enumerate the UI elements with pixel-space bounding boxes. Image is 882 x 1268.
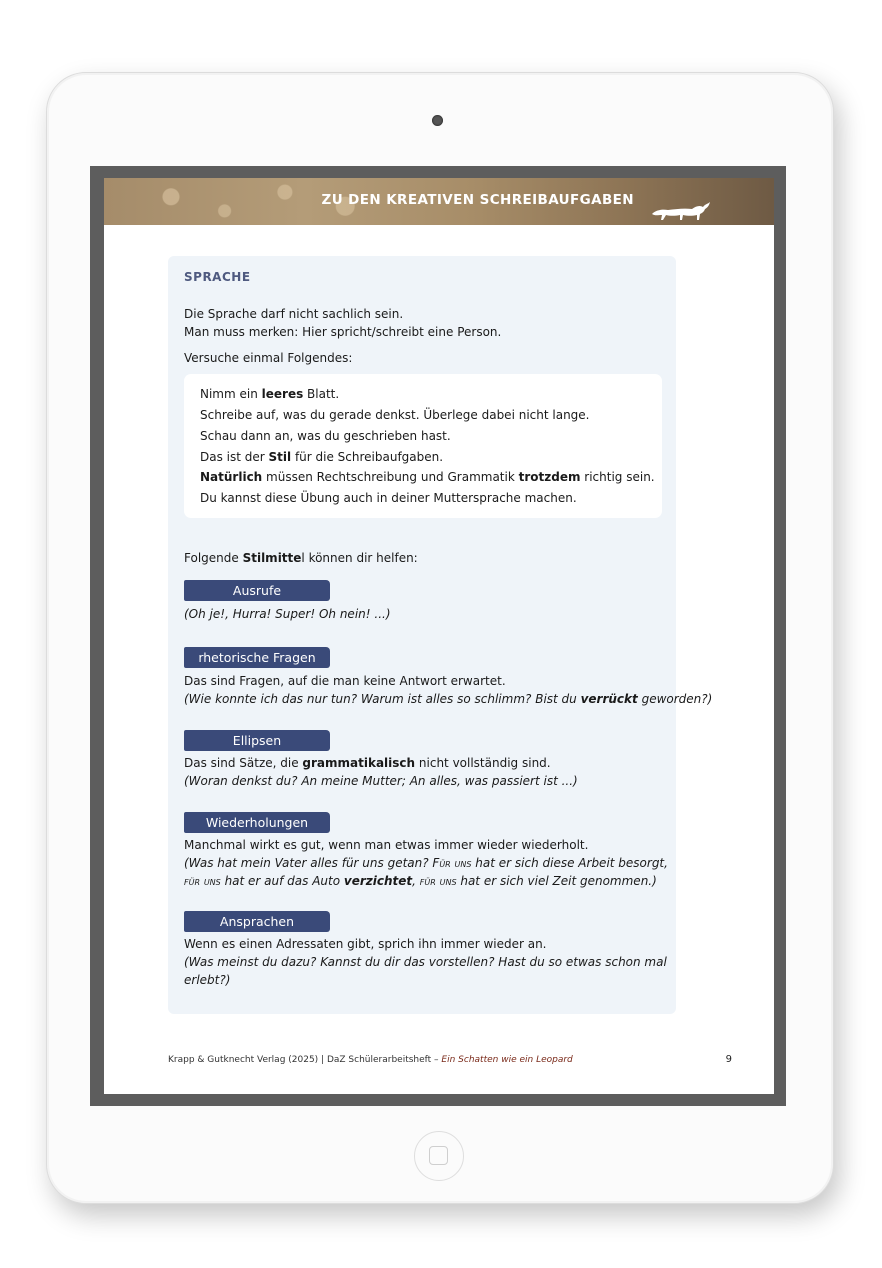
- ansprachen-example-1: (Was meinst du dazu? Kannst du dir das vorstellen? Hast du so etwas schon mal: [184, 955, 667, 969]
- intro-line-2: Man muss merken: Hier spricht/schreibt eine Person.: [184, 325, 502, 339]
- page-number: 9: [725, 1054, 732, 1065]
- chapter-banner: [104, 178, 774, 225]
- camera-icon: [432, 115, 443, 126]
- ansprachen-example-2: erlebt?): [184, 973, 231, 987]
- stylistic-devices-intro: Folgende Stilmittel können dir helfen:: [184, 551, 418, 565]
- exercise-step: Schau dann an, was du geschrieben hast.: [200, 429, 451, 443]
- exercise-box: [184, 374, 662, 518]
- page-footer: Krapp & Gutknecht Verlag (2025) | DaZ Schülerarbeitsheft – Ein Schatten wie ein Leopard: [168, 1055, 573, 1065]
- wiederholungen-description: Manchmal wirkt es gut, wenn man etwas immer wieder wiederholt.: [184, 838, 589, 852]
- ellipsen-description: Das sind Sätze, die grammatikalisch nicht vollständig sind.: [184, 756, 551, 770]
- home-square-icon: [429, 1146, 448, 1165]
- banner-title: ZU DEN KREATIVEN SCHREIBAUFGABEN: [321, 192, 634, 208]
- fragen-description: Das sind Fragen, auf die man keine Antwort erwartet.: [184, 674, 506, 688]
- tag-rhetorische-fragen: rhetorische Fragen: [184, 647, 330, 668]
- section-heading: SPRACHE: [184, 270, 251, 284]
- leopard-icon: [650, 200, 712, 222]
- ausrufe-example: (Oh je!, Hurra! Super! Oh nein! ...): [184, 607, 391, 621]
- tag-wiederholungen: Wiederholungen: [184, 812, 330, 833]
- intro-line-1: Die Sprache darf nicht sachlich sein.: [184, 307, 404, 321]
- ellipsen-example: (Woran denkst du? An meine Mutter; An alles, was passiert ist ...): [184, 774, 578, 788]
- tag-ellipsen: Ellipsen: [184, 730, 330, 751]
- tag-ansprachen: Ansprachen: [184, 911, 330, 932]
- document-page: [104, 178, 774, 1094]
- exercise-step: Das ist der Stil für die Schreibaufgaben.: [200, 450, 444, 464]
- ansprachen-description: Wenn es einen Adressaten gibt, sprich ihn immer wieder an.: [184, 937, 547, 951]
- sprache-box: [168, 256, 713, 1014]
- exercise-step: Natürlich müssen Rechtschreibung und Grammatik trotzdem richtig sein.: [200, 470, 655, 484]
- exercise-step: Du kannst diese Übung auch in deiner Muttersprache machen.: [200, 491, 577, 505]
- fragen-example: (Wie konnte ich das nur tun? Warum ist alles so schlimm? Bist du verrückt geworden?): [184, 692, 713, 706]
- home-button[interactable]: [414, 1131, 464, 1181]
- exercise-step: Schreibe auf, was du gerade denkst. Überlege dabei nicht lange.: [200, 408, 590, 422]
- tag-ausrufe: Ausrufe: [184, 580, 330, 601]
- wiederholungen-example-2: für uns hat er auf das Auto verzichtet, für uns hat er sich viel Zeit genommen.): [184, 874, 657, 888]
- wiederholungen-example-1: (Was hat mein Vater alles für uns getan? Für uns hat er sich diese Arbeit besorgt,: [184, 856, 668, 870]
- try-instruction: Versuche einmal Folgendes:: [184, 351, 353, 365]
- exercise-step: Nimm ein leeres Blatt.: [200, 387, 340, 401]
